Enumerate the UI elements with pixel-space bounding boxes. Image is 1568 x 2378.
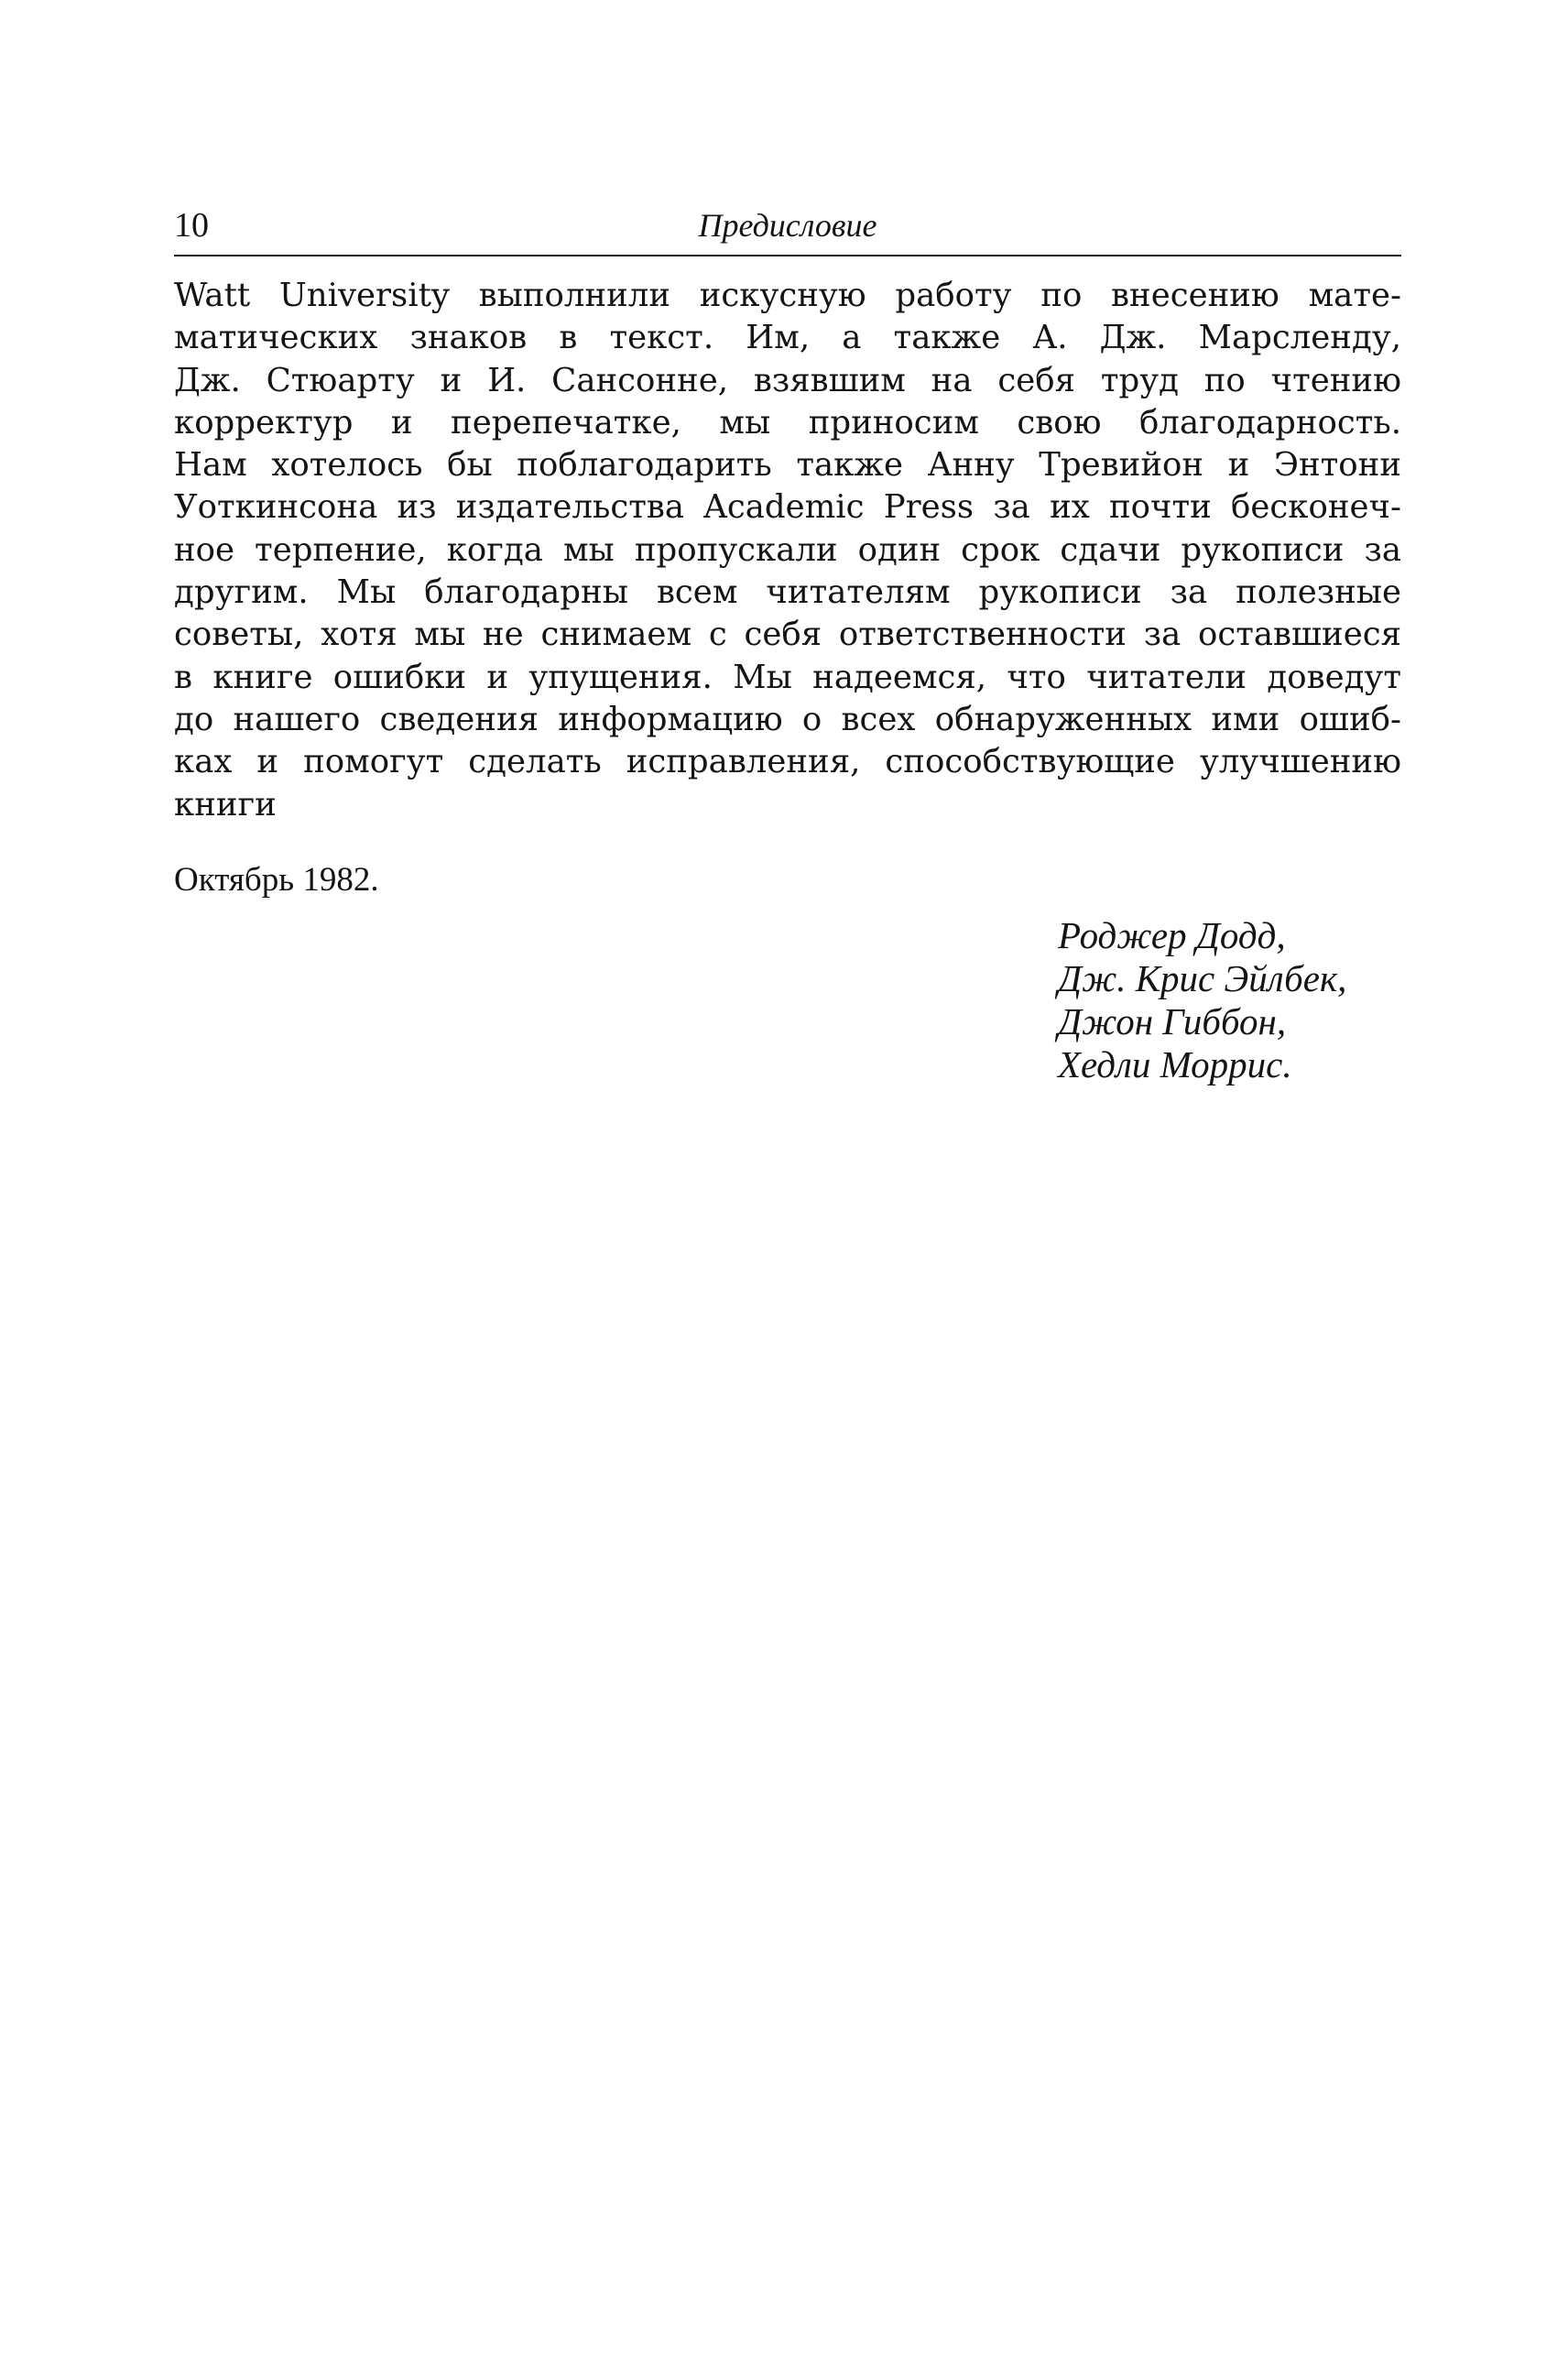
- text-line: другим. Мы благодарны всем читателям рукописи за полезные: [174, 573, 1401, 612]
- text-line: Дж. Стюарту и И. Сансонне, взявшим на себя труд по чтению: [174, 361, 1401, 399]
- text-line: Нам хотелось бы поблагодарить также Анну Тревийон и Энтони: [174, 446, 1401, 485]
- header-rule: [174, 255, 1401, 256]
- signature-name: Хедли Моррис.: [1058, 1043, 1292, 1085]
- text-line: корректур и перепечатке, мы приносим свою благодарность.: [174, 403, 1401, 442]
- signature-name: Джон Гиббон,: [1058, 1000, 1287, 1042]
- signature-block: [1058, 914, 1424, 1086]
- signature-name: Дж. Крис Эйлбек,: [1058, 957, 1347, 999]
- text-line: ное терпение, когда мы пропускали один срок сдачи рукописи за: [174, 530, 1401, 569]
- running-head: [174, 200, 1401, 251]
- text-line: ках и помогут сделать исправления, способствующие улучшению: [174, 743, 1401, 781]
- text-line: матических знаков в текст. Им, а также А. Дж. Марсленду,: [174, 319, 1401, 357]
- body-paragraph: [174, 275, 1401, 826]
- running-title: Предисловие: [698, 207, 877, 244]
- page-number: 10: [174, 206, 209, 245]
- text-line: до нашего сведения информацию о всех обнаруженных ими ошиб-: [174, 700, 1401, 738]
- date-line: Октябрь 1982.: [174, 861, 379, 899]
- text-line: Watt University выполнили искусную работу по внесению мате-: [174, 277, 1401, 314]
- text-line: советы, хотя мы не снимаем с себя ответственности за оставшиеся: [174, 616, 1401, 654]
- signature-name: Роджер Додд,: [1058, 914, 1286, 956]
- text-line: в книге ошибки и упущения. Мы надеемся, что читатели доведут: [174, 658, 1401, 696]
- text-line: книги: [174, 785, 277, 824]
- text-line: Уоткинсона из издательства Academic Press за их почти бесконеч-: [174, 488, 1401, 527]
